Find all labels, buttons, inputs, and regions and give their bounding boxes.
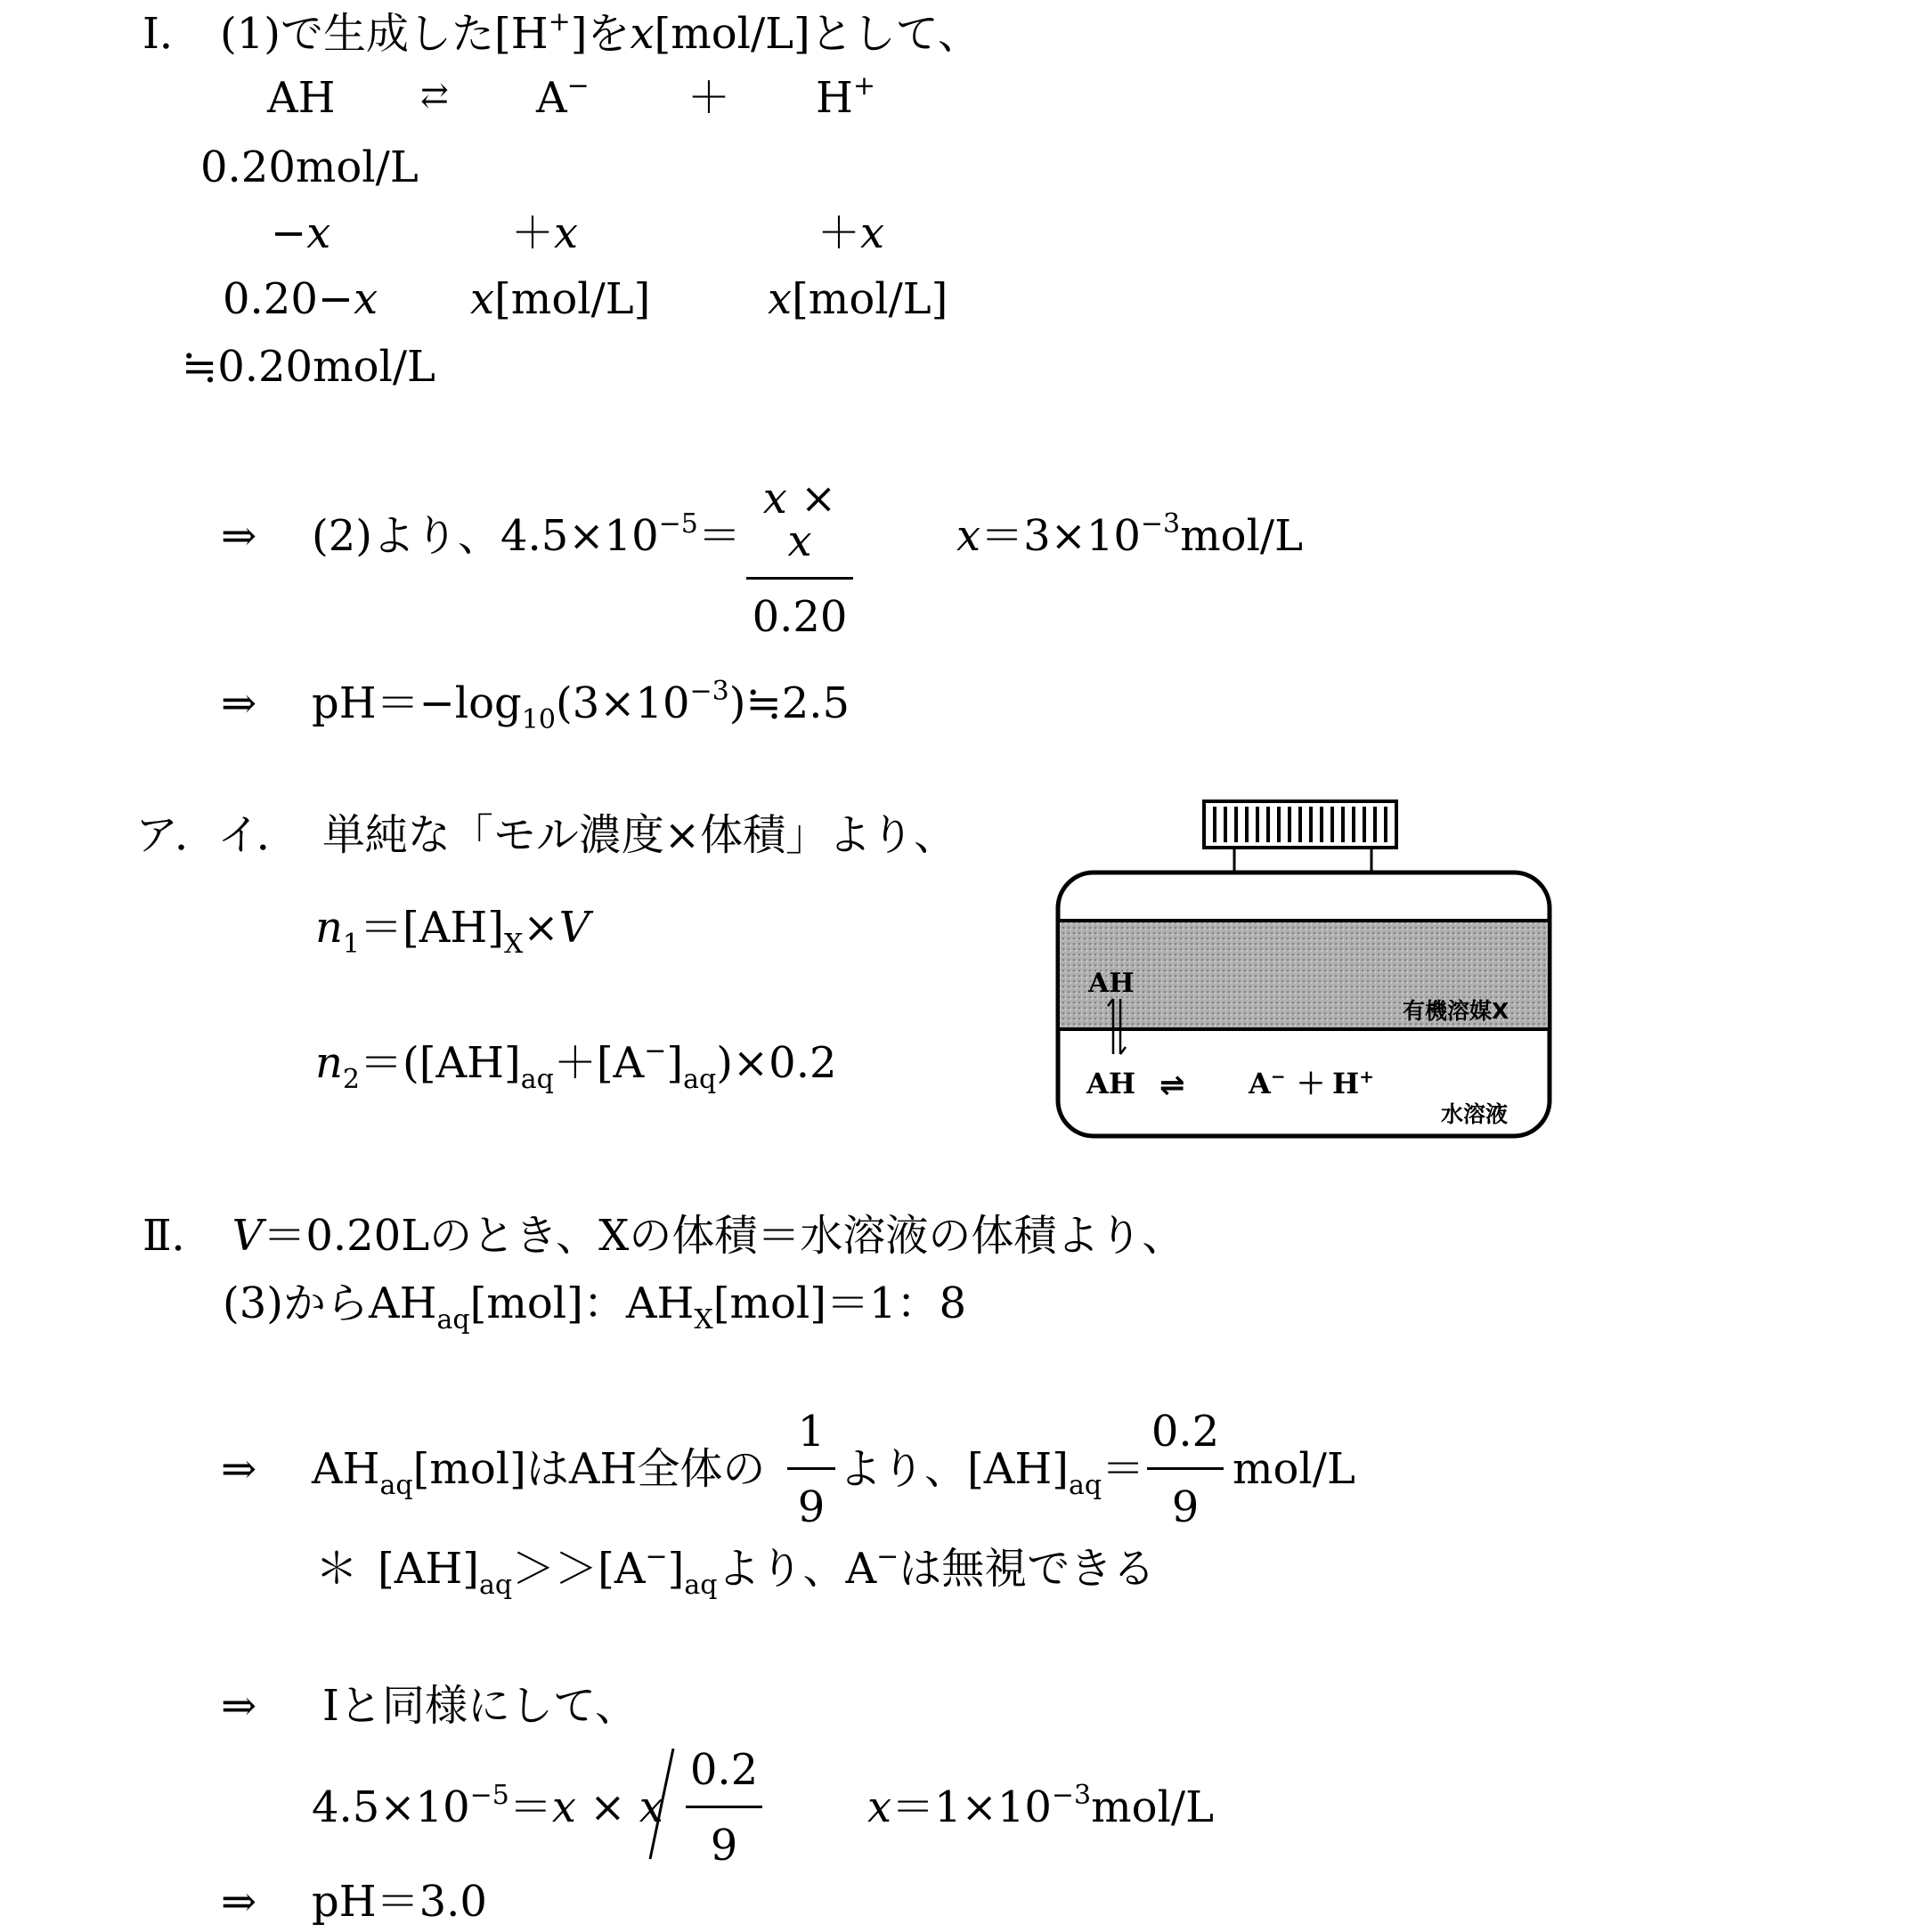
ahaq-fraction-text: $AH_{aq}[mol]$はAH全体の	[312, 1444, 766, 1501]
ka-equation-2: $4.5\times 10^{-5}=x \times x$	[312, 1780, 663, 1832]
separation-diagram	[1051, 798, 1558, 1145]
equil-ah: 0.20−x	[223, 274, 378, 324]
equil-a: x[mol/L]	[470, 274, 651, 324]
eq-h-plus: H+	[816, 70, 875, 123]
figure-eq-ah: AH	[1086, 1067, 1136, 1100]
part2-ratio: (3)から$AH_{aq}[mol]$：$AH_X[mol]=1$：8	[223, 1279, 967, 1335]
figure-eq-a: A−	[1249, 1066, 1286, 1100]
change-h: ＋x	[818, 208, 885, 258]
fraction-02-over-9-b: 0.2 9	[686, 1749, 762, 1867]
change-ah: −x	[271, 208, 331, 258]
approx-value: ≒0.20mol/L	[182, 342, 435, 392]
implies-arrow: ⇒	[221, 511, 257, 561]
asterisk-icon: ＊	[315, 1544, 359, 1594]
n1-equation: $n_1=[AH]_X\times V$	[315, 903, 590, 960]
part-a-intro: ア．イ． 単純な「モル濃度×体積」より、	[135, 810, 957, 860]
initial-concentration: 0.20mol/L	[200, 142, 419, 192]
eq-ah: AH	[267, 73, 336, 123]
note-line: ＊ $[AH]_{aq}>>[A^-]_{aq}$より、A−は無視できる	[315, 1541, 1156, 1601]
part1-intro: Ⅰ． (1)で生成した[H+]をx[mol/L]として、	[142, 6, 980, 59]
part1-label: Ⅰ．	[142, 9, 202, 59]
ph-result: pH＝3.0	[312, 1877, 487, 1927]
part2-line1: Ⅱ． V＝0.20Lのとき、Xの体積＝水溶液の体積より、	[142, 1211, 1185, 1261]
eq-plus: ＋	[688, 73, 731, 123]
x-result-2: $x=1\times 10^{-3}mol/L$	[867, 1780, 1214, 1832]
fraction-02-over-9: 0.2 9	[1147, 1410, 1224, 1529]
implies-arrow: ⇒	[221, 1681, 257, 1731]
eq-a-minus: A−	[536, 70, 590, 123]
figure-aq-label: 水溶液	[1441, 1101, 1509, 1127]
implies-arrow: ⇒	[221, 1877, 257, 1927]
eq-arrow: ⇄	[420, 76, 449, 115]
stopper-knob-icon	[1204, 801, 1396, 873]
part-a-label: ア．イ．	[135, 810, 299, 860]
division-slash	[645, 1745, 677, 1863]
implies-arrow: ⇒	[221, 678, 257, 728]
figure-eq-plus: ＋	[1297, 1067, 1326, 1100]
fraction-1-over-9: 1 9	[787, 1410, 835, 1529]
ahaq-concentration-text: より、$[AH]_{aq}=$	[839, 1444, 1145, 1501]
figure-eq-arrow: ⇌	[1159, 1067, 1185, 1103]
ahaq-unit: mol/L	[1233, 1444, 1355, 1494]
change-a: ＋x	[511, 208, 579, 258]
figure-eq-h: H+	[1332, 1066, 1374, 1100]
implies-arrow: ⇒	[221, 1444, 257, 1494]
figure-organic-label: 有機溶媒X	[1403, 998, 1509, 1024]
figure-ah-top: AH	[1088, 968, 1135, 999]
ka-equation: (2)より、$4.5\times 10^{-5}=$	[312, 508, 741, 561]
part2-label: Ⅱ．	[142, 1211, 215, 1261]
ph-equation: $pH=-\log_{10}(3\times 10^{-3})≒2.5$	[312, 676, 850, 735]
fraction-xx-over-020: x × x 0.20	[746, 477, 853, 638]
same-as-part1: Ⅰと同様にして、	[322, 1681, 639, 1731]
x-result: $x=3\times 10^{-3}mol/L$	[956, 508, 1303, 561]
n2-equation: $n_2=([AH]_{aq}+[A^-]_{aq})\times 0.2$	[315, 1035, 837, 1095]
equil-h: x[mol/L]	[768, 274, 948, 324]
